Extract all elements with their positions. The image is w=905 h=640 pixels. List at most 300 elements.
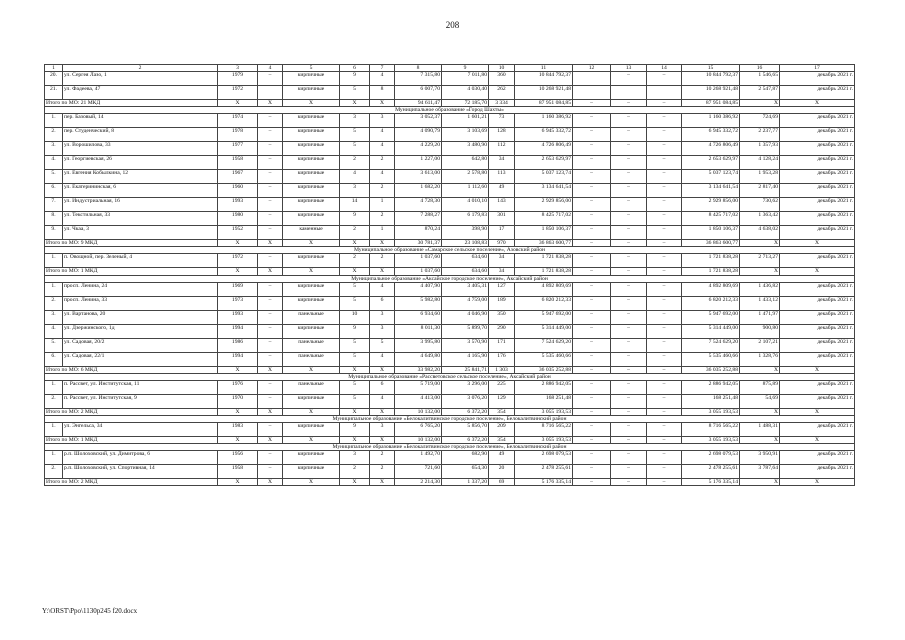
building-cell: 176 xyxy=(489,352,515,366)
building-cell: 9 xyxy=(340,423,370,437)
building-address: ул. Сергея Лазо, 1 xyxy=(63,72,218,86)
building-cell: 4 xyxy=(370,72,395,86)
municipality-total-row xyxy=(45,100,855,107)
building-cell: кирпичные xyxy=(283,184,340,198)
building-cell: 1 037,60 xyxy=(395,254,442,268)
total-cell: – xyxy=(647,268,682,275)
building-cell: 73 xyxy=(489,114,515,128)
building-cell: 1 160 386,92 xyxy=(515,114,573,128)
building-address: пер. Базовый, 14 xyxy=(63,114,218,128)
building-cell: 6 820 212,33 xyxy=(515,296,573,310)
building-cell: 1 488,31 xyxy=(740,423,780,437)
total-cell: 6 372,20 xyxy=(442,437,489,444)
building-cell: 5 314 449,00 xyxy=(682,324,740,338)
building-row xyxy=(45,394,855,408)
building-cell xyxy=(258,86,283,100)
building-cell: – xyxy=(573,212,611,226)
total-cell: X xyxy=(780,366,855,373)
column-number: 2 xyxy=(63,65,218,72)
completion-date: декабрь 2021 г. xyxy=(780,394,855,408)
building-cell: 168 251,48 xyxy=(682,394,740,408)
municipality-name: Муниципальное образование «Белокалитвинское городское поселение», Белокалитвинский район xyxy=(45,444,855,451)
total-cell: X xyxy=(340,408,370,415)
building-cell: кирпичные xyxy=(283,394,340,408)
building-cell: – xyxy=(647,226,682,240)
housing-register-table xyxy=(44,64,855,486)
building-cell: 5 947 692,00 xyxy=(682,310,740,324)
building-cell: 113 xyxy=(489,170,515,184)
building-cell: 5 947 692,00 xyxy=(515,310,573,324)
building-cell: 1 357,93 xyxy=(740,142,780,156)
municipality-name: Муниципальное образование «Рассветовское сельское поселение», Аксайский район xyxy=(45,373,855,380)
building-cell: 1 227,00 xyxy=(395,156,442,170)
building-cell: 1 xyxy=(370,226,395,240)
building-cell: 4 046,90 xyxy=(442,310,489,324)
building-cell: 5 xyxy=(340,282,370,296)
building-cell: 3 076,20 xyxy=(442,394,489,408)
building-cell: 7 524 629,20 xyxy=(515,338,573,352)
municipality-section-header xyxy=(45,275,855,282)
building-address: ул. Садовая, 20/2 xyxy=(63,338,218,352)
municipality-name: Муниципальное образование «Самарское сельское поселение», Азовский район xyxy=(45,247,855,254)
building-cell: 3 xyxy=(370,423,395,437)
completion-date: декабрь 2021 г. xyxy=(780,451,855,465)
building-cell: – xyxy=(258,423,283,437)
building-cell: 3 950,91 xyxy=(740,451,780,465)
building-cell: 8. xyxy=(45,212,63,226)
municipality-total-row xyxy=(45,366,855,373)
building-cell: 6 007,70 xyxy=(395,86,442,100)
total-cell: X xyxy=(340,240,370,247)
building-cell: 2. xyxy=(45,394,63,408)
building-cell: 900,80 xyxy=(740,324,780,338)
building-cell: – xyxy=(611,352,647,366)
total-label: Итого по МО: 2 МКД xyxy=(45,408,218,415)
building-cell: 5 037 123,74 xyxy=(515,170,573,184)
building-cell: 4 407,90 xyxy=(395,282,442,296)
building-cell: – xyxy=(573,296,611,310)
column-number: 9 xyxy=(442,65,489,72)
total-cell: X xyxy=(283,437,340,444)
completion-date: декабрь 2021 г. xyxy=(780,352,855,366)
total-cell: 34 xyxy=(489,268,515,275)
building-row xyxy=(45,296,855,310)
building-cell: 5 xyxy=(370,338,395,352)
building-cell: – xyxy=(647,128,682,142)
building-cell: 3 134 641,54 xyxy=(515,184,573,198)
building-cell: 654,30 xyxy=(442,465,489,479)
completion-date: декабрь 2021 г. xyxy=(780,282,855,296)
completion-date: декабрь 2021 г. xyxy=(780,86,855,100)
building-cell: 1993 xyxy=(218,310,258,324)
building-cell: 1. xyxy=(45,282,63,296)
building-cell: 3 xyxy=(370,310,395,324)
building-cell: – xyxy=(573,352,611,366)
building-cell: 290 xyxy=(489,324,515,338)
total-label: Итого по МО: 21 МКД xyxy=(45,100,218,107)
building-cell: 4 xyxy=(370,128,395,142)
total-cell: X xyxy=(370,437,395,444)
total-cell: X xyxy=(340,268,370,275)
building-cell: 5 856,70 xyxy=(442,423,489,437)
building-cell: 4 892 809,69 xyxy=(515,282,573,296)
total-cell: X xyxy=(740,479,780,486)
total-cell: X xyxy=(218,437,258,444)
building-cell: – xyxy=(647,282,682,296)
building-cell: 2 478 255,61 xyxy=(682,465,740,479)
building-cell: 2 698 079,53 xyxy=(515,451,573,465)
total-cell: – xyxy=(611,437,647,444)
total-cell: X xyxy=(283,100,340,107)
completion-date: декабрь 2021 г. xyxy=(780,324,855,338)
building-cell: 171 xyxy=(489,338,515,352)
building-cell: 6 179,83 xyxy=(442,212,489,226)
building-row xyxy=(45,128,855,142)
building-cell: 875,89 xyxy=(740,380,780,394)
municipality-total-row xyxy=(45,408,855,415)
building-address: ул. Текстильная, 33 xyxy=(63,212,218,226)
building-cell: 682,90 xyxy=(442,451,489,465)
building-cell: 6. xyxy=(45,184,63,198)
building-cell: 4 649,80 xyxy=(395,352,442,366)
building-cell: 4 892 809,69 xyxy=(682,282,740,296)
building-cell: 6 934,60 xyxy=(395,310,442,324)
building-cell: 2 237,77 xyxy=(740,128,780,142)
building-address: р.п. Шолоховский, ул. Димитрова, 6 xyxy=(63,451,218,465)
building-cell: 9 xyxy=(340,72,370,86)
building-cell: 3 xyxy=(340,114,370,128)
building-address: ул. Георгиевская, 26 xyxy=(63,156,218,170)
municipality-name: Муниципальное образование «Аксайское городское поселение», Аксайский район xyxy=(45,275,855,282)
building-cell: 4 726 806,49 xyxy=(682,142,740,156)
building-cell: 49 xyxy=(489,184,515,198)
column-number: 14 xyxy=(647,65,682,72)
building-cell: 1 471,97 xyxy=(740,310,780,324)
column-number: 11 xyxy=(515,65,573,72)
total-cell: 36 035 252,88 xyxy=(515,366,573,373)
total-cell: X xyxy=(370,366,395,373)
building-cell: 1 492,70 xyxy=(395,451,442,465)
building-cell: 6 xyxy=(370,380,395,394)
total-cell: X xyxy=(258,268,283,275)
total-cell: 6 372,20 xyxy=(442,408,489,415)
building-cell: – xyxy=(258,170,283,184)
total-cell: X xyxy=(780,479,855,486)
building-cell: панельные xyxy=(283,352,340,366)
building-cell: 4 xyxy=(370,352,395,366)
building-cell: – xyxy=(258,142,283,156)
building-cell: 1. xyxy=(45,114,63,128)
building-cell: 2 713,27 xyxy=(740,254,780,268)
building-cell: 6 820 212,33 xyxy=(682,296,740,310)
building-cell: 5 314 449,00 xyxy=(515,324,573,338)
building-address: ул. Дзержинского, 1д xyxy=(63,324,218,338)
building-cell: – xyxy=(647,423,682,437)
total-cell: 87 951 084,85 xyxy=(515,100,573,107)
building-cell: – xyxy=(258,254,283,268)
municipality-name: Муниципальное образование «Город Шахты» xyxy=(45,107,855,114)
total-cell: 1 721 838,28 xyxy=(682,268,740,275)
building-cell: 634,60 xyxy=(442,254,489,268)
building-row xyxy=(45,226,855,240)
municipality-total-row xyxy=(45,268,855,275)
building-cell: 2 xyxy=(370,184,395,198)
building-row xyxy=(45,380,855,394)
building-cell: 870,24 xyxy=(395,226,442,240)
completion-date: декабрь 2021 г. xyxy=(780,296,855,310)
building-cell: 8 011,30 xyxy=(395,324,442,338)
building-cell: 2 698 079,53 xyxy=(682,451,740,465)
total-cell: 1 721 838,28 xyxy=(515,268,573,275)
building-cell: – xyxy=(611,296,647,310)
building-cell: 2. xyxy=(45,296,63,310)
completion-date: декабрь 2021 г. xyxy=(780,142,855,156)
building-cell: кирпичные xyxy=(283,254,340,268)
building-cell: – xyxy=(647,451,682,465)
building-cell: 5 xyxy=(340,296,370,310)
total-cell: X xyxy=(340,100,370,107)
building-cell: 7 011,80 xyxy=(442,72,489,86)
building-cell: 1994 xyxy=(218,324,258,338)
building-cell: 1. xyxy=(45,451,63,465)
building-cell: – xyxy=(573,226,611,240)
building-cell: – xyxy=(573,156,611,170)
building-cell: 10 844 792,37 xyxy=(682,72,740,86)
total-cell: – xyxy=(611,366,647,373)
building-cell: 4 229,20 xyxy=(395,142,442,156)
building-cell: – xyxy=(647,310,682,324)
building-cell: 5 xyxy=(340,380,370,394)
building-cell: – xyxy=(611,114,647,128)
building-cell: 1 160 386,92 xyxy=(682,114,740,128)
municipality-total-row xyxy=(45,437,855,444)
building-cell: 5 535 460,66 xyxy=(682,352,740,366)
building-cell: 2 xyxy=(340,254,370,268)
column-number: 1 xyxy=(45,65,63,72)
building-cell: 129 xyxy=(489,394,515,408)
building-address: ул. Вартанова, 20 xyxy=(63,310,218,324)
building-cell: – xyxy=(647,72,682,86)
building-cell: – xyxy=(611,423,647,437)
building-cell: 1 433,12 xyxy=(740,296,780,310)
total-cell: 36 863 600,77 xyxy=(515,240,573,247)
building-cell: 128 xyxy=(489,128,515,142)
building-cell: 2 xyxy=(370,465,395,479)
total-cell: 5 176 335,14 xyxy=(515,479,573,486)
total-cell: X xyxy=(370,240,395,247)
building-address: ул. Чкаа, 3 xyxy=(63,226,218,240)
total-cell: – xyxy=(647,240,682,247)
building-cell: 3 052,37 xyxy=(395,114,442,128)
building-cell: – xyxy=(647,465,682,479)
building-cell: – xyxy=(258,310,283,324)
building-row xyxy=(45,352,855,366)
total-cell: X xyxy=(218,479,258,486)
building-cell: – xyxy=(573,465,611,479)
building-cell: 1 363,42 xyxy=(740,212,780,226)
total-cell: – xyxy=(573,479,611,486)
building-cell: 350 xyxy=(489,310,515,324)
total-cell: 3 055 193,53 xyxy=(515,408,573,415)
total-cell: – xyxy=(611,479,647,486)
building-address: п. Овощной, пер. Зеленый, 4 xyxy=(63,254,218,268)
total-cell: X xyxy=(218,366,258,373)
completion-date: декабрь 2021 г. xyxy=(780,423,855,437)
building-cell: 1 721 838,28 xyxy=(515,254,573,268)
column-number: 10 xyxy=(489,65,515,72)
building-cell: 4 090,79 xyxy=(395,128,442,142)
building-cell: 4 759,00 xyxy=(442,296,489,310)
building-row xyxy=(45,465,855,479)
building-cell: 1 328,76 xyxy=(740,352,780,366)
building-cell: 6 xyxy=(370,296,395,310)
building-row xyxy=(45,282,855,296)
completion-date: декабрь 2021 г. xyxy=(780,212,855,226)
building-row xyxy=(45,170,855,184)
building-row xyxy=(45,338,855,352)
building-cell: – xyxy=(647,198,682,212)
building-cell: кирпичные xyxy=(283,282,340,296)
building-cell: кирпичные xyxy=(283,198,340,212)
building-cell: 3 613,00 xyxy=(395,170,442,184)
building-cell: 3 xyxy=(370,114,395,128)
building-cell: 3 xyxy=(370,324,395,338)
total-cell: 3 334 xyxy=(489,100,515,107)
total-cell: 30 781,37 xyxy=(395,240,442,247)
total-cell: X xyxy=(780,240,855,247)
building-cell: 1960 xyxy=(218,184,258,198)
total-cell: X xyxy=(258,408,283,415)
completion-date: декабрь 2021 г. xyxy=(780,465,855,479)
building-cell: 3 787,64 xyxy=(740,465,780,479)
building-cell: панельные xyxy=(283,380,340,394)
building-row xyxy=(45,451,855,465)
total-cell: – xyxy=(611,268,647,275)
building-cell: 5 xyxy=(340,338,370,352)
column-number-row xyxy=(45,65,855,72)
building-cell: 8 425 717,02 xyxy=(515,212,573,226)
municipality-total-row xyxy=(45,479,855,486)
total-cell: X xyxy=(740,240,780,247)
completion-date: декабрь 2021 г. xyxy=(780,310,855,324)
building-cell: 2 929 856,00 xyxy=(515,198,573,212)
building-row xyxy=(45,156,855,170)
total-cell: X xyxy=(258,240,283,247)
total-cell: X xyxy=(283,240,340,247)
total-cell: X xyxy=(780,437,855,444)
building-cell: панельные xyxy=(283,338,340,352)
total-cell: X xyxy=(740,366,780,373)
total-cell: – xyxy=(611,408,647,415)
building-cell: – xyxy=(258,324,283,338)
building-cell: – xyxy=(573,184,611,198)
total-cell: 10 132,00 xyxy=(395,408,442,415)
building-cell: 5. xyxy=(45,338,63,352)
building-cell: 34 xyxy=(489,254,515,268)
building-cell: 1972 xyxy=(218,86,258,100)
total-label: Итого по МО: 6 МКД xyxy=(45,366,218,373)
building-cell: 4. xyxy=(45,156,63,170)
building-cell: – xyxy=(611,451,647,465)
total-cell: X xyxy=(283,408,340,415)
building-cell: 2 xyxy=(340,156,370,170)
total-cell: X xyxy=(258,100,283,107)
building-cell: – xyxy=(611,198,647,212)
building-cell: 4. xyxy=(45,324,63,338)
building-cell: 2 xyxy=(340,465,370,479)
building-cell: 9. xyxy=(45,226,63,240)
building-cell: 1 721 838,28 xyxy=(682,254,740,268)
building-address: п. Рассвет, ул. Институтская, 11 xyxy=(63,380,218,394)
total-cell: 25 841,71 xyxy=(442,366,489,373)
column-number: 16 xyxy=(740,65,780,72)
building-cell: 3 405,31 xyxy=(442,282,489,296)
building-cell xyxy=(647,86,682,100)
total-cell: X xyxy=(218,408,258,415)
building-cell: 21. xyxy=(45,86,63,100)
building-cell: 2 107,21 xyxy=(740,338,780,352)
building-cell: 1977 xyxy=(218,142,258,156)
building-cell xyxy=(611,86,647,100)
building-cell: 1969 xyxy=(218,282,258,296)
building-cell xyxy=(573,72,611,86)
building-cell: – xyxy=(611,142,647,156)
building-cell: 20 xyxy=(489,465,515,479)
building-cell: 2 886 942,05 xyxy=(515,380,573,394)
building-cell: – xyxy=(258,338,283,352)
building-cell: – xyxy=(647,352,682,366)
building-cell: 8 xyxy=(370,86,395,100)
building-cell: 9 xyxy=(340,324,370,338)
building-cell: – xyxy=(611,338,647,352)
building-cell: 1983 xyxy=(218,423,258,437)
building-cell: 1978 xyxy=(218,128,258,142)
municipality-name: Муниципальное образование «Белокалитвинское городское поселение», Белокалитвинский район xyxy=(45,415,855,422)
total-cell: X xyxy=(258,437,283,444)
building-cell: 2 653 629,97 xyxy=(682,156,740,170)
building-cell: 6. xyxy=(45,352,63,366)
building-cell: 7 288,27 xyxy=(395,212,442,226)
building-cell: – xyxy=(573,128,611,142)
building-cell: – xyxy=(258,184,283,198)
building-cell: 168 251,48 xyxy=(515,394,573,408)
building-cell: – xyxy=(573,198,611,212)
building-cell: – xyxy=(611,380,647,394)
completion-date: декабрь 2021 г. xyxy=(780,128,855,142)
column-number: 3 xyxy=(218,65,258,72)
building-cell: 1. xyxy=(45,380,63,394)
building-cell: 1 436,82 xyxy=(740,282,780,296)
building-row xyxy=(45,86,855,100)
total-cell: – xyxy=(647,479,682,486)
building-cell: 143 xyxy=(489,198,515,212)
building-cell: 1979 xyxy=(218,72,258,86)
building-cell: кирпичные xyxy=(283,423,340,437)
column-number: 12 xyxy=(573,65,611,72)
building-cell: – xyxy=(573,310,611,324)
building-cell: 3 480,90 xyxy=(442,142,489,156)
total-cell: X xyxy=(340,479,370,486)
total-cell: 354 xyxy=(489,437,515,444)
building-cell: 4 xyxy=(370,170,395,184)
completion-date: декабрь 2021 г. xyxy=(780,184,855,198)
building-cell: 724,69 xyxy=(740,114,780,128)
completion-date: декабрь 2021 г. xyxy=(780,380,855,394)
total-cell: X xyxy=(283,479,340,486)
building-cell: 5 899,70 xyxy=(442,324,489,338)
total-cell: – xyxy=(647,437,682,444)
building-cell: 2 653 629,97 xyxy=(515,156,573,170)
